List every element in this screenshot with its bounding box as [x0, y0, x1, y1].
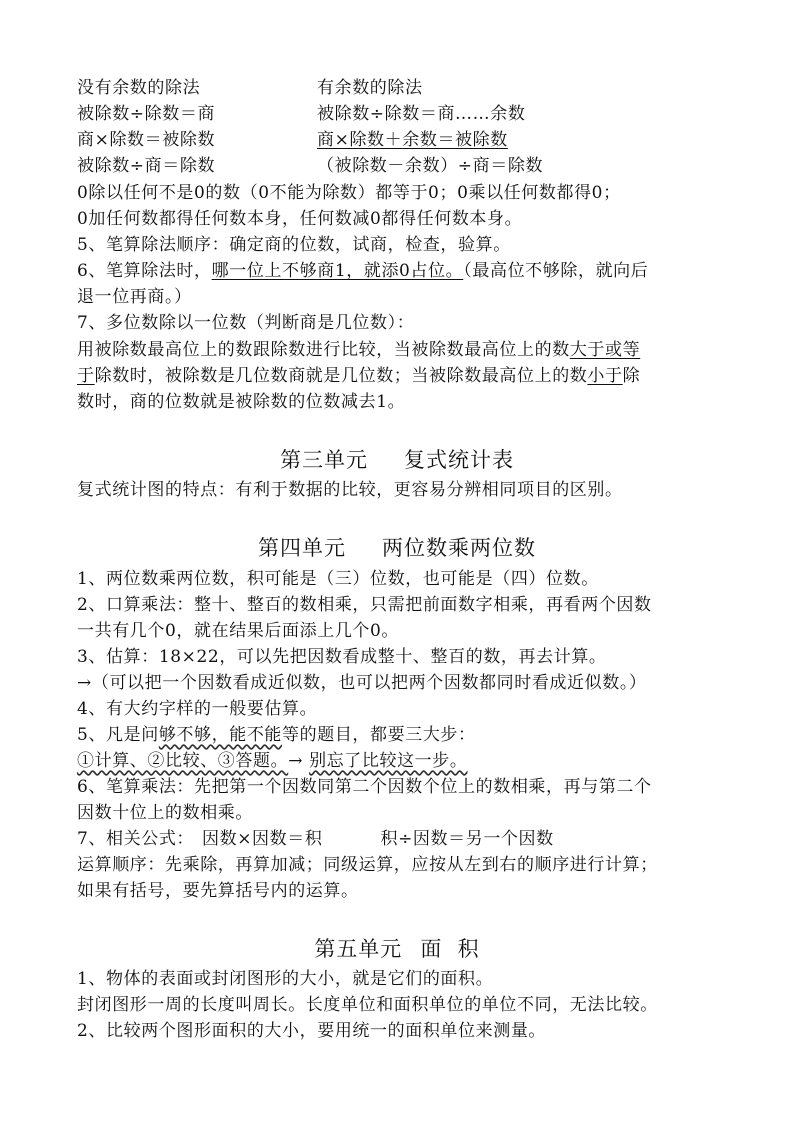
unit4-line	[77, 722, 727, 748]
zero-rule-line: 0除以任何不是0的数（0不能为除数）都等于0；0乘以任何数都得0；	[77, 183, 621, 203]
formula-right: 被除数÷除数＝商……余数	[317, 104, 526, 124]
unit4-line: →（可以把一个因数看成近似数，也可以把两个因数都同时看成近似数。）	[77, 673, 647, 693]
text-fragment: 用被除数最高位上的数跟除数进行比较，当被除数最高位上的数	[77, 340, 570, 360]
text-fragment: 7、相关公式：	[77, 829, 195, 849]
unit4-line: 如果有括号，要先算括号内的运算。	[77, 881, 359, 901]
formula-left: 商×除数＝被除数	[77, 130, 216, 150]
formula: 因数×因数＝积	[202, 829, 323, 849]
formula-left: 被除数÷除数＝商	[77, 104, 216, 124]
unit4-line: 4、有大约字样的一般要估算。	[77, 699, 318, 719]
text-fragment: 除	[622, 366, 641, 386]
unit-number: 第三单元	[280, 448, 368, 472]
unit4-line: 因数十位上的数相乘。	[77, 803, 253, 823]
wavy-underlined-text: 别忘了比较这一步。	[309, 751, 468, 771]
unit4-line: 3、估算：18×22，可以先把因数看成整十、整百的数，再去计算。	[77, 647, 607, 667]
unit4-line: 1、两位数乘两位数，积可能是（三）位数，也可能是（四）位数。	[77, 569, 599, 589]
formula: 积÷因数＝另一个因数	[380, 829, 554, 849]
wavy-underlined-text: ①计算、②比较、③答题。	[77, 751, 289, 771]
unit4-line	[77, 748, 727, 774]
wavy-underlined-text: 够不够，能不能	[158, 725, 283, 745]
division-header-row	[77, 75, 727, 101]
underlined-text: 哪一位上不够商1，就添0占位。	[211, 261, 464, 281]
division-formula-row	[77, 127, 727, 153]
multi-digit-line: 数时，商的位数就是被除数的位数减去1。	[77, 392, 406, 412]
unit5-line: 封闭图形一周的长度叫周长。长度单位和面积单位的单位不同，无法比较。	[77, 995, 658, 1015]
with-remainder-title: 有余数的除法	[317, 78, 423, 98]
unit5-line: 2、比较两个图形面积的大小，要用统一的面积单位来测量。	[77, 1021, 547, 1041]
text-fragment: 等的题目，都要三大步：	[282, 725, 476, 745]
division-placeholder-line-cont: 退一位再商。）	[77, 287, 192, 307]
underlined-text: 大于或等	[569, 340, 641, 360]
unit4-line: 一共有几个0，就在结果后面添上几个0。	[77, 621, 400, 641]
unit3-line: 复式统计图的特点：有利于数据的比较，更容易分辨相同项目的区别。	[77, 480, 623, 500]
unit-name: 两位数乘两位数	[382, 536, 536, 560]
multi-digit-heading: 7、多位数除以一位数（判断商是几位数）：	[77, 313, 415, 333]
text-fragment: 除数时，被除数是几位数商就是几位数；当被除数最高位上的数	[94, 366, 588, 386]
unit-name: 复式统计表	[404, 448, 514, 472]
unit3-title	[0, 445, 794, 475]
text-fragment: 6、笔算除法时，	[77, 261, 212, 281]
zero-rule-line: 0加任何数都得任何数本身，任何数减0都得任何数本身。	[77, 209, 523, 229]
unit4-line: 2、口算乘法：整十、整百的数相乘，只需把前面数字相乘，再看两个因数	[77, 595, 652, 615]
unit4-line: 6、笔算乘法：先把第一个因数同第二个因数个位上的数相乘，再与第二个	[77, 777, 652, 797]
unit-number: 第五单元	[314, 937, 403, 961]
unit5-line: 1、物体的表面或封闭图形的大小，就是它们的面积。	[77, 969, 494, 989]
unit-number: 第四单元	[258, 536, 346, 560]
division-placeholder-line	[77, 258, 727, 284]
underlined-text: 于	[77, 366, 95, 386]
arrow-text: →	[288, 751, 304, 771]
formula-left: 被除数÷商＝除数	[77, 156, 216, 176]
division-order-line: 5、笔算除法顺序：确定商的位数，试商，检查，验算。	[77, 235, 511, 255]
formula-right-underlined: 商×除数＋余数＝被除数	[317, 130, 508, 150]
no-remainder-title: 没有余数的除法	[77, 78, 201, 98]
formula-right: （被除数－余数）÷商＝除数	[317, 156, 544, 176]
underlined-text: 小于	[587, 366, 623, 386]
unit4-title	[0, 533, 794, 563]
text-fragment: 5、凡是问	[77, 725, 159, 745]
unit-name: 面 积	[420, 937, 480, 961]
division-formula-row	[77, 153, 727, 179]
multi-digit-line	[77, 363, 727, 389]
unit4-line: 运算顺序：先乘除，再算加减；同级运算，应按从左到右的顺序进行计算；	[77, 855, 658, 875]
unit5-title	[0, 934, 794, 964]
unit4-formula-line	[77, 826, 727, 852]
division-formula-row	[77, 101, 727, 127]
multi-digit-line	[77, 337, 727, 363]
text-fragment: （最高位不够除，就向后	[463, 261, 649, 281]
